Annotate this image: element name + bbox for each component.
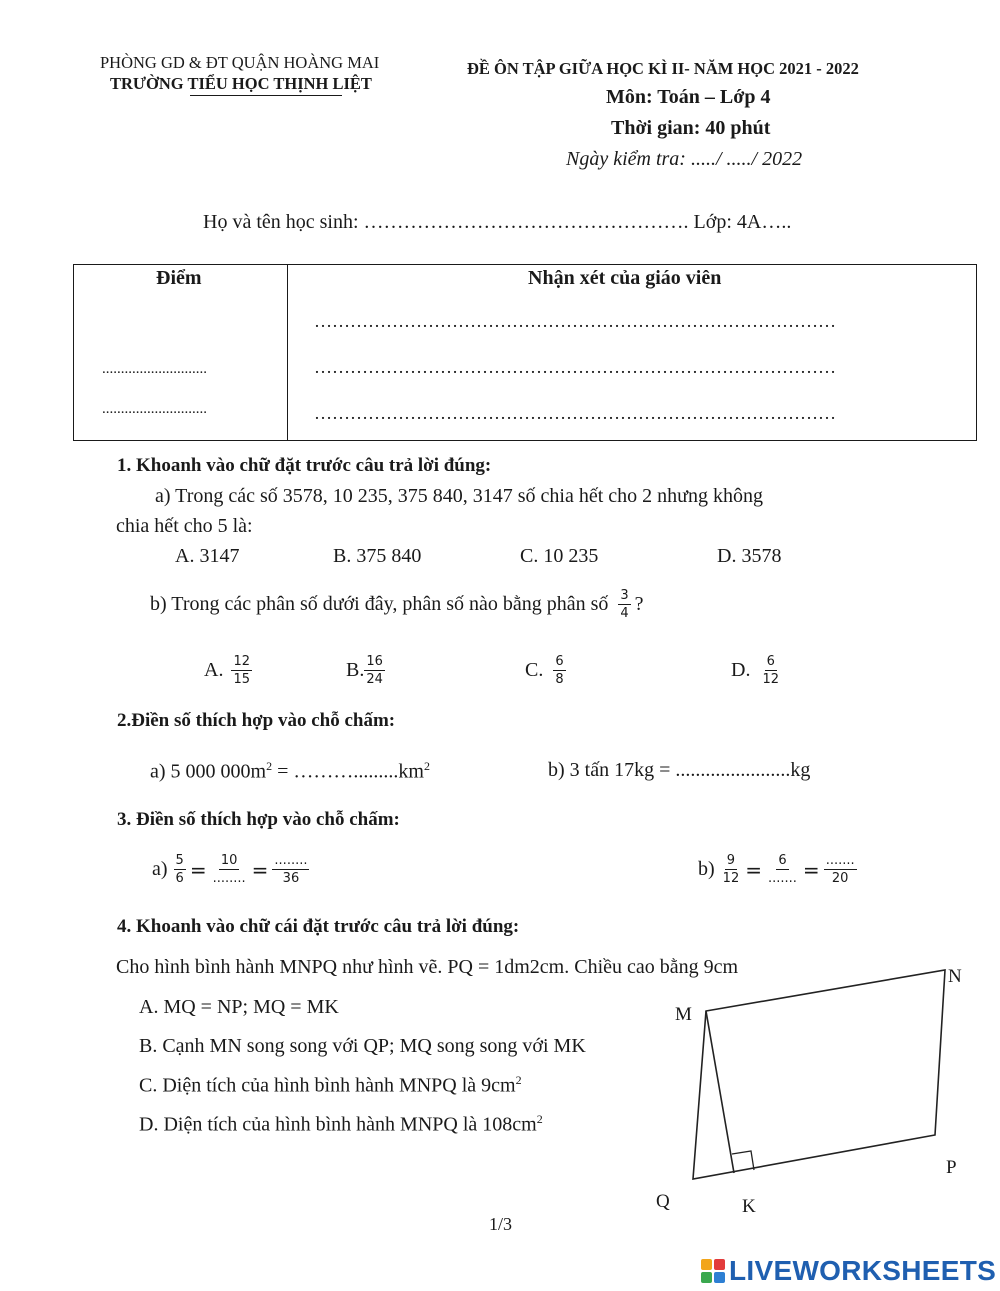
- q2a-prefix: a) 5 000 000m: [150, 760, 267, 783]
- q2-title: 2.Điền số thích hợp vào chỗ chấm:: [117, 710, 396, 731]
- equals-sign: =: [745, 857, 762, 882]
- fraction-denominator: 6: [175, 871, 184, 886]
- parallelogram-mnpq: [693, 970, 945, 1179]
- fraction-denominator[interactable]: ........: [212, 871, 246, 886]
- q3a-equation: [152, 853, 309, 886]
- q1a-text: a) Trong các số 3578, 10 235, 375 840, 3147 số chia hết cho 2 nhưng không: [155, 485, 764, 507]
- comment-blank[interactable]: ……………………………………………………………………………: [314, 357, 836, 377]
- q1b-option-b[interactable]: [346, 654, 385, 687]
- q2a-blank[interactable]: = ……….........km: [272, 760, 424, 783]
- page-number: 1/3: [489, 1214, 513, 1234]
- fraction-numerator: 6: [778, 853, 787, 868]
- fraction-numerator: 16: [366, 654, 383, 669]
- vertex-label-p: P: [946, 1157, 957, 1178]
- school-underline: [190, 95, 342, 96]
- fraction-numerator: 9: [726, 853, 736, 868]
- fraction-denominator: 15: [233, 672, 250, 687]
- logo-rest: WORKSHEETS: [792, 1255, 997, 1286]
- q3b-label: b): [698, 858, 715, 880]
- fraction-denominator: 24: [366, 672, 383, 687]
- option-letter: C.: [525, 659, 544, 681]
- fraction-numerator: 5: [175, 853, 184, 868]
- q2a-sup: 2: [266, 759, 273, 773]
- q4-intro: Cho hình bình hành MNPQ như hình vẽ. PQ = 1dm2cm. Chiều cao bằng 9cm: [116, 956, 739, 978]
- fraction-numerator: 12: [233, 654, 250, 669]
- fraction-numerator: 10: [220, 853, 238, 868]
- q1a-option-d[interactable]: D. 3578: [717, 545, 782, 567]
- vertex-label-m: M: [675, 1004, 692, 1025]
- q1a-text-cont: chia hết cho 5 là:: [116, 515, 253, 537]
- vertex-label-q: Q: [656, 1191, 670, 1212]
- fraction-numerator: 6: [766, 654, 775, 669]
- score-blank[interactable]: ............................: [102, 401, 207, 417]
- fraction-denominator: 20: [831, 871, 849, 886]
- fraction-denominator: 8: [555, 672, 564, 687]
- fraction-denominator[interactable]: .......: [767, 871, 797, 886]
- q3b-equation: [698, 853, 857, 886]
- q1a-option-c[interactable]: C. 10 235: [520, 545, 599, 567]
- q3a-fraction-2[interactable]: [211, 853, 248, 886]
- q4-option-c-text: C. Diện tích của hình bình hành MNPQ là 9cm: [139, 1074, 516, 1097]
- fraction-numerator[interactable]: ........: [274, 853, 308, 868]
- fraction-denominator: 4: [620, 606, 629, 621]
- liveworksheets-logo[interactable]: [700, 1255, 996, 1287]
- q4-option-b[interactable]: B. Cạnh MN song song với QP; MQ song song với MK: [139, 1035, 586, 1057]
- equals-sign: =: [189, 857, 207, 882]
- q2a-sup2: 2: [423, 759, 430, 773]
- q1b-question: [150, 588, 644, 621]
- option-fraction: [364, 654, 385, 687]
- q3b-fraction-3[interactable]: [824, 853, 857, 886]
- duration: Thời gian: 40 phút: [611, 117, 771, 139]
- department-name: PHÒNG GD & ĐT QUẬN HOÀNG MAI: [100, 53, 380, 72]
- q3a-label: a): [152, 858, 168, 880]
- q1b-text: b) Trong các phân số dưới đây, phân số nào bằng phân số: [150, 593, 609, 615]
- student-name-line[interactable]: Họ và tên học sinh: …………………………………………. Lớp: 4A…..: [203, 211, 792, 233]
- vertex-label-n: N: [948, 966, 962, 987]
- comment-blank[interactable]: ……………………………………………………………………………: [314, 403, 836, 423]
- fraction-numerator: 6: [555, 654, 564, 669]
- logo-live: LIVE: [729, 1255, 793, 1286]
- liveworksheets-logo-icon: [700, 1258, 726, 1284]
- option-fraction: [231, 654, 252, 687]
- vertex-label-k: K: [742, 1196, 756, 1217]
- q3b-fraction-2[interactable]: [766, 853, 799, 886]
- q1-title: 1. Khoanh vào chữ đặt trước câu trả lời đúng:: [117, 455, 492, 476]
- q4-option-a[interactable]: A. MQ = NP; MQ = MK: [139, 996, 339, 1018]
- q3-title: 3. Điền số thích hợp vào chỗ chấm:: [117, 809, 400, 830]
- q4-title: 4. Khoanh vào chữ cái đặt trước câu trả lời đúng:: [117, 916, 520, 937]
- q2a-text: [150, 759, 430, 784]
- option-fraction: [553, 654, 565, 687]
- school-name: TRƯỜNG TIỂU HỌC THỊNH LIỆT: [110, 74, 372, 93]
- option-letter: A.: [204, 659, 224, 681]
- fraction-denominator: 12: [722, 871, 740, 886]
- q4-option-d-text: D. Diện tích của hình bình hành MNPQ là 108cm: [139, 1113, 537, 1136]
- q4-option-c-sup: 2: [515, 1073, 522, 1087]
- exam-title: ĐỀ ÔN TẬP GIỮA HỌC KÌ II- NĂM HỌC 2021 - 2022: [467, 59, 859, 78]
- option-letter: B.: [346, 659, 365, 681]
- fraction-denominator: 36: [282, 871, 300, 886]
- fraction-numerator: 3: [620, 588, 629, 603]
- q4-option-d-sup: 2: [536, 1112, 543, 1126]
- right-angle-mark: [732, 1151, 754, 1170]
- equals-sign: =: [251, 857, 269, 882]
- q3b-fraction-1: [721, 853, 742, 886]
- q1b-question-mark: ?: [634, 593, 644, 615]
- fraction-denominator: 12: [762, 672, 779, 687]
- liveworksheets-wordmark: [729, 1255, 996, 1287]
- q1b-option-a[interactable]: [204, 654, 252, 687]
- q1a-option-b[interactable]: B. 375 840: [333, 545, 422, 567]
- test-date: Ngày kiểm tra: ...../ ...../ 2022: [566, 148, 803, 170]
- equals-sign: =: [802, 857, 820, 882]
- grade-box-divider: [287, 265, 288, 440]
- q3a-fraction-3[interactable]: [272, 853, 309, 886]
- q1b-option-c[interactable]: [525, 654, 566, 687]
- height-mk: [706, 1011, 734, 1173]
- q1a-option-a[interactable]: A. 3147: [175, 545, 240, 567]
- q2b-text[interactable]: b) 3 tấn 17kg = .......................kg: [548, 759, 811, 781]
- parallelogram-figure: [640, 960, 980, 1220]
- subject: Môn: Toán – Lớp 4: [606, 86, 771, 108]
- q1b-option-d[interactable]: [731, 654, 781, 687]
- grade-box: [73, 264, 977, 441]
- q4-option-c[interactable]: [139, 1073, 522, 1098]
- score-blank[interactable]: ............................: [102, 361, 207, 377]
- comment-blank[interactable]: ……………………………………………………………………………: [314, 311, 836, 331]
- score-label: Điểm: [156, 267, 202, 289]
- option-letter: D.: [731, 659, 751, 681]
- q3a-fraction-1: [174, 853, 186, 886]
- option-fraction: [760, 654, 781, 687]
- q1b-target-fraction: [618, 588, 630, 621]
- comment-label: Nhận xét của giáo viên: [528, 267, 722, 289]
- fraction-numerator[interactable]: .......: [825, 853, 855, 868]
- q4-option-d[interactable]: [139, 1112, 543, 1137]
